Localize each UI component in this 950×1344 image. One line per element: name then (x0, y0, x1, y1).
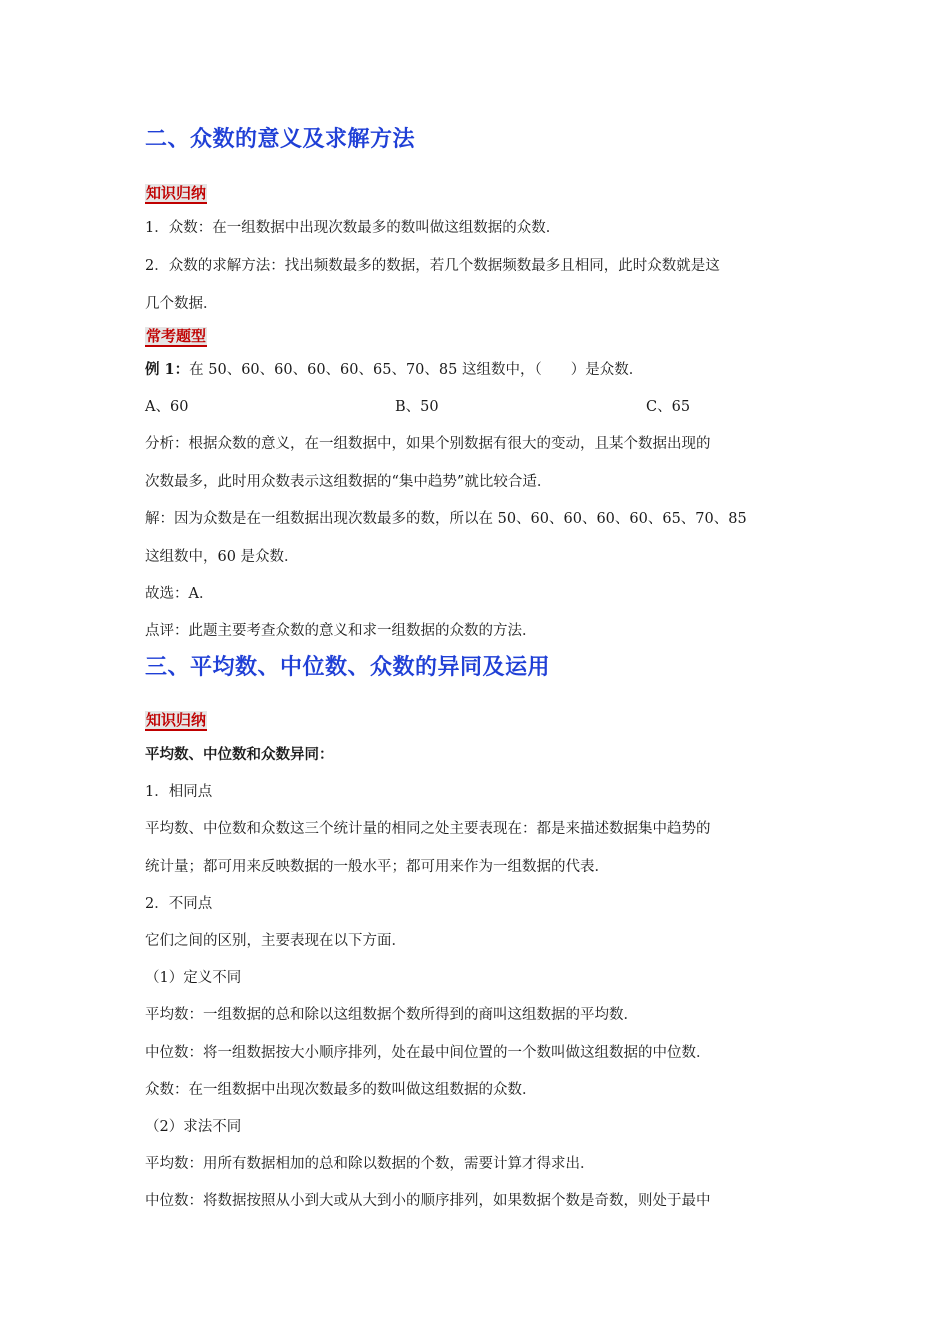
example-text: 在 50、60、60、60、60、65、70、85 这组数中，（ ）是众数． (189, 362, 644, 378)
knowledge-summary-tag: 知识归纳 (146, 711, 207, 729)
paragraph: 2．众数的求解方法：找出频数最多的数据，若几个数据频数最多且相同，此时众数就是这 (145, 258, 720, 274)
option-a: A、60 (145, 399, 189, 415)
subtitle: 平均数、中位数和众数异同： (145, 746, 334, 763)
paragraph: 众数：在一组数据中出现次数最多的数叫做这组数据的众数． (145, 1082, 537, 1098)
option-c: C、65 (646, 399, 691, 415)
option-b: B、50 (395, 399, 439, 415)
paragraph: 次数最多，此时用众数表示这组数据的“集中趋势”就比较合适． (145, 474, 552, 490)
paragraph: （1）定义不同 (145, 970, 242, 986)
paragraph: 2．不同点 (145, 896, 213, 912)
section-heading-mode: 二、众数的意义及求解方法 (145, 127, 416, 152)
paragraph: 这组数中，60 是众数． (145, 549, 299, 565)
paragraph: 1．相同点 (145, 784, 213, 800)
paragraph: 中位数：将一组数据按大小顺序排列，处在最中间位置的一个数叫做这组数据的中位数． (145, 1045, 711, 1061)
paragraph: 平均数：用所有数据相加的总和除以数据的个数，需要计算才得求出． (145, 1156, 595, 1172)
paragraph: 平均数：一组数据的总和除以这组数据个数所得到的商叫这组数据的平均数． (145, 1007, 638, 1023)
paragraph: 统计量；都可用来反映数据的一般水平；都可用来作为一组数据的代表． (145, 859, 609, 875)
paragraph: 分析：根据众数的意义，在一组数据中，如果个别数据有很大的变动，且某个数据出现的 (145, 436, 711, 452)
common-question-tag: 常考题型 (146, 327, 207, 345)
knowledge-summary-tag: 知识归纳 (146, 184, 207, 202)
paragraph: 它们之间的区别，主要表现在以下方面． (145, 933, 406, 949)
paragraph: 几个数据． (145, 296, 218, 312)
paragraph: 平均数、中位数和众数这三个统计量的相同之处主要表现在：都是来描述数据集中趋势的 (145, 821, 711, 837)
example-line (145, 360, 643, 380)
paragraph: 点评：此题主要考查众数的意义和求一组数据的众数的方法． (145, 623, 537, 639)
paragraph: （2）求法不同 (145, 1119, 242, 1135)
section-heading-comparison: 三、平均数、中位数、众数的异同及运用 (145, 655, 551, 680)
paragraph: 解：因为众数是在一组数据出现次数最多的数，所以在 50、60、60、60、60、65、70、85 (145, 511, 747, 527)
example-label: 例 1： (145, 361, 190, 378)
paragraph: 故选：A． (145, 586, 214, 602)
paragraph: 中位数：将数据按照从小到大或从大到小的顺序排列，如果数据个数是奇数，则处于最中 (145, 1193, 711, 1209)
paragraph: 1．众数：在一组数据中出现次数最多的数叫做这组数据的众数． (145, 220, 561, 236)
